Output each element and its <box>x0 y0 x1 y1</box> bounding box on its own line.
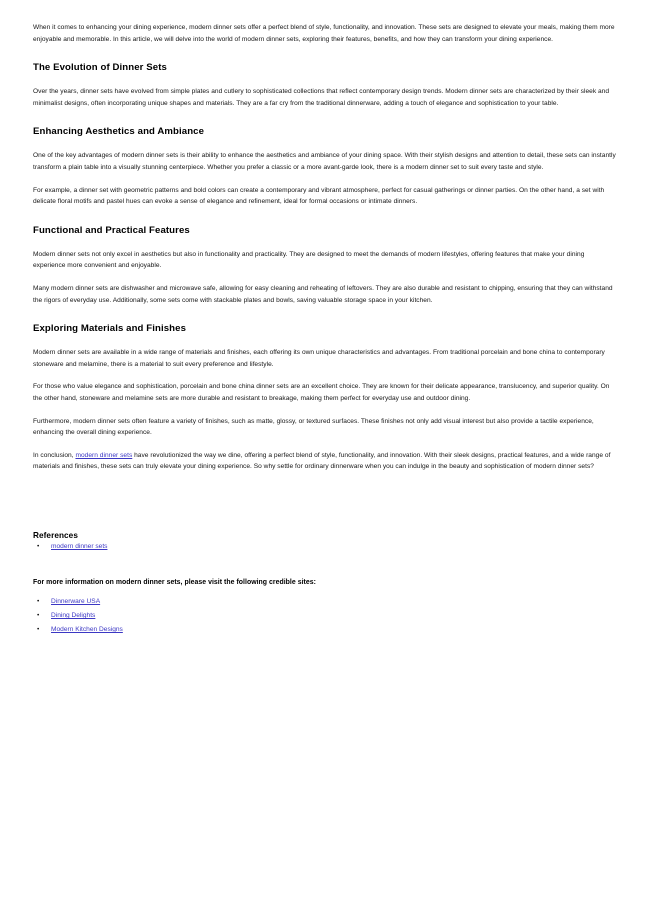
article-body <box>33 22 617 637</box>
section-heading-functional: Functional and Practical Features <box>33 224 190 236</box>
list-item <box>33 540 617 554</box>
more-information-line: For more information on modern dinner sets, please visit the following credible sites: <box>33 578 316 586</box>
references-heading: References <box>33 530 78 540</box>
reference-link-modern-dinner-sets[interactable]: modern dinner sets <box>51 542 108 550</box>
paragraph-aesthetics-2: For example, a dinner set with geometric patterns and bold colors can create a contemporary and vibrant atmosphere, perfect for casual gatherings or dinner parties. On the other hand, a set with delicate floral motifs and pastel hues can evoke a sense of elegance and refinement, ideal for formal occasions or intimate dinners. <box>33 186 605 206</box>
paragraph-materials-3: Furthermore, modern dinner sets often feature a variety of finishes, such as matte, glossy, or textured surfaces. These finishes not only add visual interest but also provide a tactile experience, enhancing the overall dining experience. <box>33 417 594 437</box>
reference-link-dinnerware-usa[interactable]: Dinnerware USA <box>51 597 101 605</box>
reference-link-dining-delights[interactable]: Dining Delights <box>51 611 96 619</box>
section-heading-materials: Exploring Materials and Finishes <box>33 323 187 335</box>
bullet-icon: • <box>37 597 40 605</box>
paragraph-materials-2: For those who value elegance and sophistication, porcelain and bone china dinner sets are an excellent choice. They are known for their delicate appearance, translucency, and superior quality. On the other hand, stoneware and melamine sets are more durable and resistant to breakage, making them perfect for everyday use and outdoor dining. <box>33 383 610 402</box>
list-item <box>33 595 617 609</box>
section-heading-evolution: The Evolution of Dinner Sets <box>33 62 167 74</box>
paragraph-functional-2: Many modern dinner sets are dishwasher and microwave safe, allowing for easy cleaning and reheating of leftovers. They are also durable and resistant to chipping, ensuring that they can withstand the rigors of everyday use. Additionally, some sets come with stackable plates and bowls, saving valuable storage space in your kitchen. <box>33 284 613 304</box>
references-primary-list <box>33 540 617 554</box>
inline-link-modern-dinner-sets[interactable]: modern dinner sets <box>75 451 133 459</box>
reference-link-modern-kitchen-designs[interactable]: Modern Kitchen Designs <box>51 625 123 633</box>
paragraph-evolution-1: Over the years, dinner sets have evolved from simple plates and cutlery to sophisticated collections that reflect contemporary design trends. Modern dinner sets are characterized by their sleek and minimalist designs, often incorporating unique shapes and materials. They are a far cry from the traditional dinnerware, adding a touch of elegance and sophistication to your table. <box>33 88 610 107</box>
section-heading-aesthetics: Enhancing Aesthetics and Ambiance <box>33 126 205 138</box>
bullet-icon: • <box>37 611 40 619</box>
paragraph-functional-1: Modern dinner sets not only excel in aesthetics but also in functionality and practicality. They are designed to meet the demands of modern lifestyles, offering features that make your dining experience more convenient and enjoyable. <box>33 250 585 270</box>
conclusion-paragraph <box>33 450 617 473</box>
paragraph-aesthetics-1: One of the key advantages of modern dinner sets is their ability to enhance the aesthetics and ambiance of your dining space. With their stylish designs and attention to detail, these sets can instantly transform a plain table into a visually stunning centerpiece. Whether you prefer a classic or a more avant-garde look, there is a modern dinner set to suit every taste and style. <box>33 152 616 171</box>
bullet-icon: • <box>37 625 40 633</box>
paragraph-materials-1: Modern dinner sets are available in a wide range of materials and finishes, each offering its own unique characteristics and advantages. From traditional porcelain and bone china to contemporary stoneware and melamine, there is a material to suit every preference and lifestyle. <box>33 349 605 368</box>
references-credible-list <box>33 595 617 637</box>
list-item <box>33 623 617 637</box>
conclusion-text-before: In conclusion, <box>33 451 76 459</box>
list-item <box>33 609 617 623</box>
intro-paragraph: When it comes to enhancing your dining experience, modern dinner sets offer a perfect blend of style, functionality, and innovation. These sets are designed to elevate your meals, making them more enjoyable and memorable. In this article, we will delve into the world of modern dinner sets, exploring their features, benefits, and how they can transform your dining experience. <box>33 24 615 43</box>
bullet-icon: • <box>37 542 40 550</box>
conclusion-text-after: have revolutionized the way we dine, offering a perfect blend of style, functionality, and innovation. With their sleek designs, practical features, and a wide range of materials and finishes, these sets can truly elevate your dining experience. So why settle for ordinary dinnerware when you can indulge in the beauty and sophistication of modern dinner sets? <box>33 451 611 471</box>
